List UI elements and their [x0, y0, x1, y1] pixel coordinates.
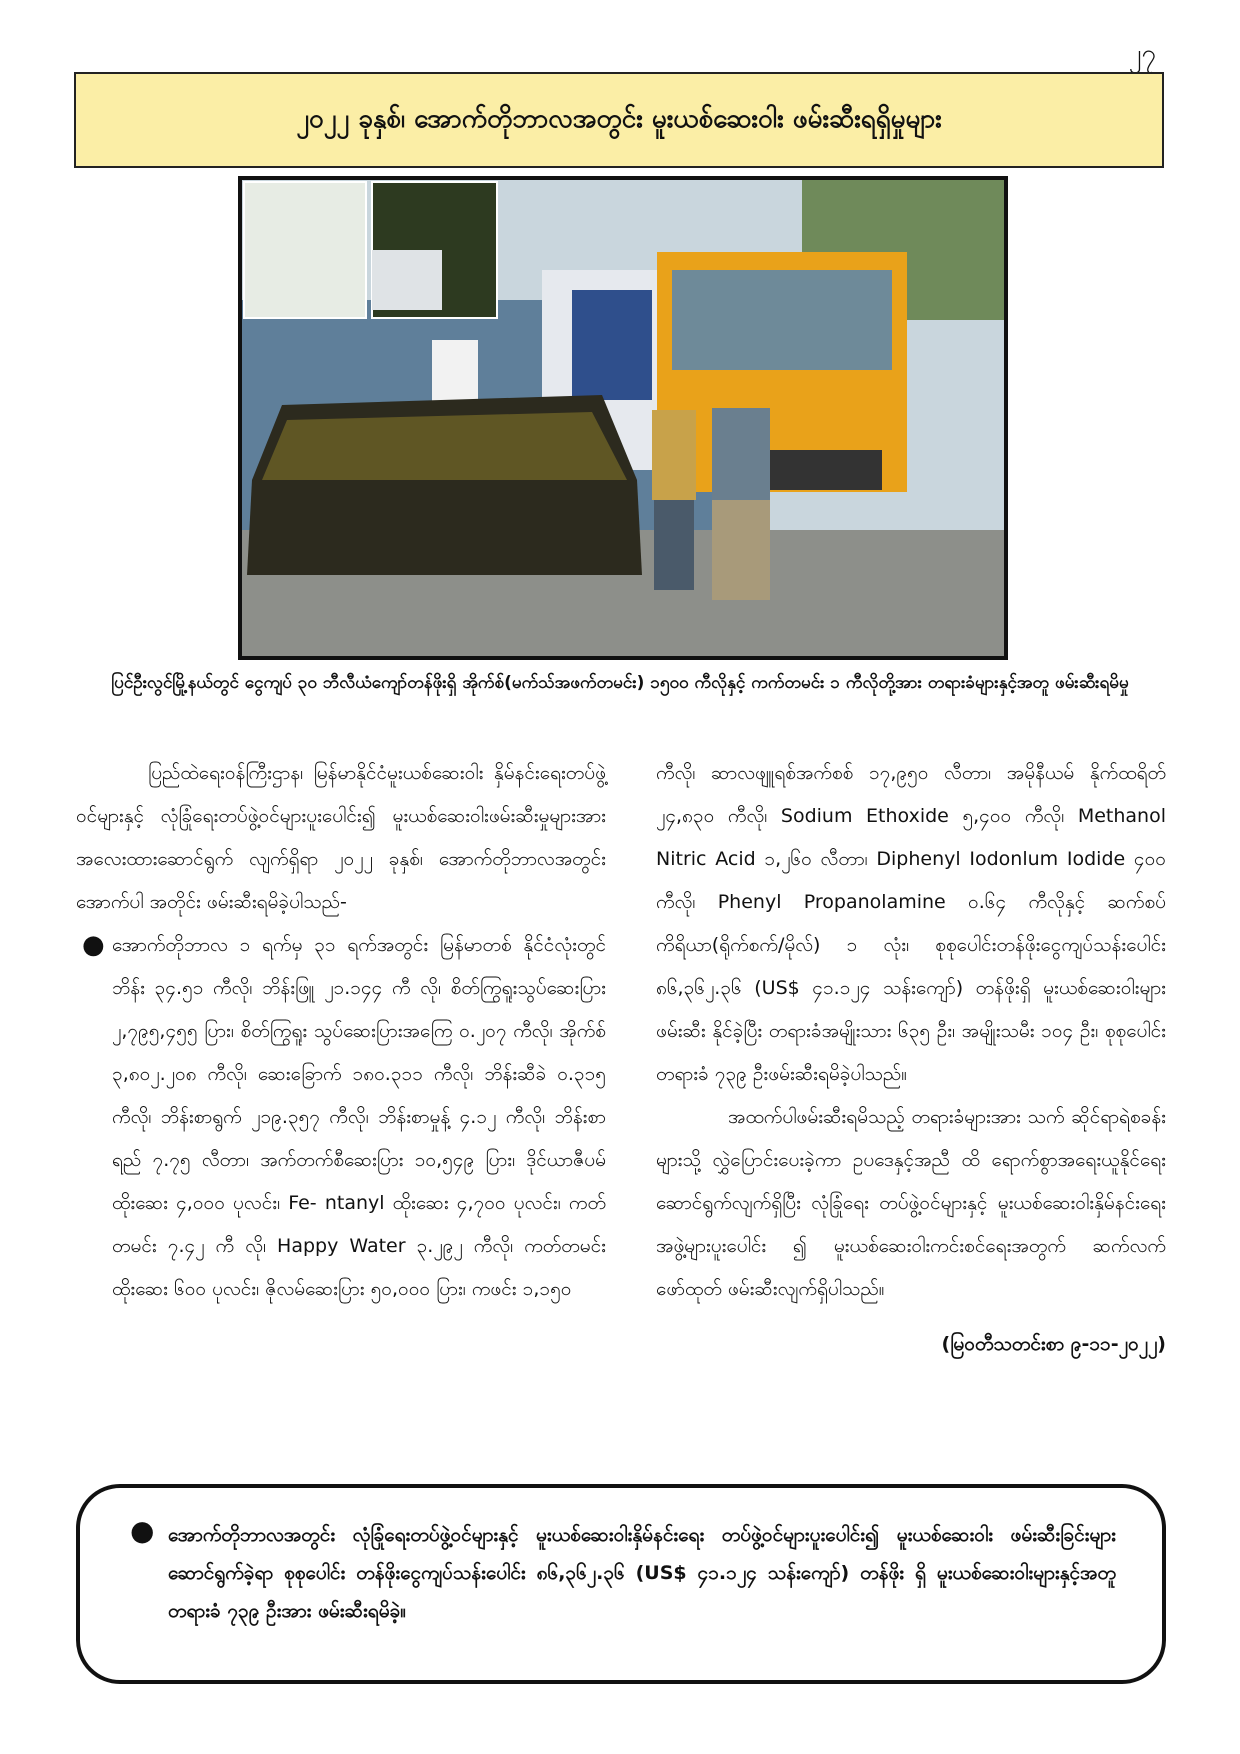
title-banner	[74, 72, 1164, 168]
article-intro: ပြည်ထဲရေးဝန်ကြီးဌာန၊ မြန်မာနိုင်ငံမူးယစ်ဆေးဝါး နှိမ်နင်းရေးတပ်ဖွဲ့ဝင်များနှင့် လုံခြုံရေးတပ်ဖွဲ့ဝင်များပူးပေါင်း၍ မူးယစ်ဆေးဝါးဖမ်းဆီးမှုများအား အလေးထားဆောင်ရွက် လျက်ရှိရာ ၂၀၂၂ ခုနှစ်၊ အောက်တိုဘာလအတွင်း အောက်ပါ အတိုင်း ဖမ်းဆီးရမိခဲ့ပါသည်-	[76, 762, 606, 913]
photo-inset-white-packet	[372, 250, 442, 310]
photo-person-one-shirt	[652, 410, 696, 500]
photo-truck-windshield	[672, 270, 892, 370]
page-title: ၂၀၂၂ ခုနှစ်၊ အောက်တိုဘာလအတွင်း မူးယစ်ဆေးဝါး ဖမ်းဆီးရရှိမှုများ	[296, 103, 942, 134]
photo-person-one-shorts	[654, 500, 694, 590]
photo-inset-package	[244, 182, 366, 318]
seizure-photo	[238, 176, 1008, 660]
summary-box	[76, 1484, 1166, 1684]
seizure-photo-illustration	[242, 180, 1004, 656]
photo-blue-door	[572, 290, 652, 400]
article-left-column	[76, 752, 606, 1311]
photo-person-two-longyi	[712, 500, 770, 600]
article-right-column	[656, 752, 1166, 1366]
seizure-list-item	[76, 924, 606, 1311]
seizure-list-continued: ကီလို၊ ဆာလဖျူရစ်အက်စစ် ၁၇,၉၅၀ လီတာ၊ အမိုနီယမ် နိုက်ထရိတ် ၂၄,၈၃၀ ကီလို၊ Sodium Ethoxide ၅,၄၀၀ ကီလို၊ Methanol Nitric Acid ၁,၂၆၀ လီတာ၊ Diphenyl Iodonlum Iodide ၄၀၀ ကီလို၊ Phenyl Propanolamine ၀.၆၄ ကီလိုနှင့် ဆက်စပ်ကိရိယာ(ရိုက်စက်/မိုလ်) ၁ လုံး၊ စုစုပေါင်းတန်ဖိုးငွေကျပ်သန်းပေါင်း ၈၆,၃၆၂.၃၆ (US$ ၄၁.၁၂၄ သန်းကျော်) တန်ဖိုးရှိ မူးယစ်ဆေးဝါးများ ဖမ်းဆီး နိုင်ခဲ့ပြီး တရားခံအမျိုးသား ၆၃၅ ဦး၊ အမျိုးသမီး ၁၀၄ ဦး၊ စုစုပေါင်းတရားခံ ၇၃၉ ဦးဖမ်းဆီးရမိခဲ့ပါသည်။	[656, 762, 1166, 1085]
photo-truck-grille	[762, 450, 882, 490]
bullet-icon: ●	[82, 930, 105, 960]
photo-person-two-shirt	[712, 408, 770, 500]
article-closing: အထက်ပါဖမ်းဆီးရမိသည့် တရားခံများအား သက် ဆိုင်ရာရဲစခန်းများသို့ လွှဲပြောင်းပေးခဲ့ကာ ဥပဒေနှင့်အညီ ထိ ရောက်စွာအရေးယူနိုင်ရေး ဆောင်ရွက်လျက်ရှိပြီး လုံခြုံရေး တပ်ဖွဲ့ဝင်များနှင့် မူးယစ်ဆေးဝါးနှိမ်နင်းရေးအဖွဲ့များပူးပေါင်း ၍ မူးယစ်ဆေးဝါးကင်းစင်ရေးအတွက် ဆက်လက်ဖော်ထုတ် ဖမ်းဆီးလျက်ရှိပါသည်။	[656, 1106, 1166, 1300]
article-source: (မြဝတီသတင်းစာ ၉-၁၁-၂၀၂၂)	[941, 1333, 1166, 1355]
bullet-icon: ●	[130, 1514, 155, 1547]
summary-text: အောက်တိုဘာလအတွင်း လုံခြုံရေးတပ်ဖွဲ့ဝင်များနှင့် မူးယစ်ဆေးဝါးနှိမ်နင်းရေး တပ်ဖွဲ့ဝင်များပူးပေါင်း၍ မူးယစ်ဆေးဝါး ဖမ်းဆီးခြင်းများဆောင်ရွက်ခဲ့ရာ စုစုပေါင်း တန်ဖိုးငွေကျပ်သန်းပေါင်း ၈၆,၃၆၂.၃၆ (US$ ၄၁.၁၂၄ သန်းကျော်) တန်ဖိုး ရှိ မူးယစ်ဆေးဝါးများနှင့်အတူ တရားခံ ၇၃၉ ဦးအား ဖမ်းဆီးရမိခဲ့။	[168, 1524, 1116, 1622]
page-number: ၂၇	[1128, 39, 1156, 69]
photo-caption: ပြင်ဦးလွင်မြို့နယ်တွင် ငွေကျပ် ၃၀ ဘီလီယံကျော်တန်ဖိုးရှိ အိုက်စ်(မက်သ်အဖက်တမင်း) ၁၅၀၀ ကီလိုနှင့် ကက်တမင်း ၁ ကီလိုတို့အား တရားခံများနှင့်အတူ ဖမ်းဆီးရမိမှု	[111, 673, 1129, 693]
seizure-list-text: အောက်တိုဘာလ ၁ ရက်မှ ၃၁ ရက်အတွင်း မြန်မာတစ် နိုင်ငံလုံးတွင် ဘိန်း ၃၄.၅၁ ကီလို၊ ဘိန်းဖြူ ၂၁.၁၄၄ ကီ လို၊ စိတ်ကြွရူးသွပ်ဆေးပြား ၂,၇၉၅,၄၅၅ ပြား၊ စိတ်ကြွရူး သွပ်ဆေးပြားအကြေ ၀.၂၀၇ ကီလို၊ အိုက်စ် ၃,၈၀၂.၂၀၈ ကီလို၊ ဆေးခြောက် ၁၈၀.၃၁၁ ကီလို၊ ဘိန်းဆီခဲ ၀.၃၁၅ ကီလို၊ ဘိန်းစာရွက် ၂၁၉.၃၅၇ ကီလို၊ ဘိန်းစာမှုန့် ၄.၁၂ ကီလို၊ ဘိန်းစာရည် ၇.၇၅ လီတာ၊ အက်တက်စီဆေးပြား ၁၀,၅၄၉ ပြား၊ ဒိုင်ယာဇီပမ်ထိုးဆေး ၄,၀၀၀ ပုလင်း၊ Fe- ntanyl ထိုးဆေး ၄,၇၀၀ ပုလင်း၊ ကတ်တမင်း ၇.၄၂ ကီ လို၊ Happy Water ၃.၂၉၂ ကီလို၊ ကတ်တမင်းထိုးဆေး ၆၀၀ ပုလင်း၊ ဇိုလမ်ဆေးပြား ၅၀,၀၀၀ ပြား၊ ကဖင်း ၁,၁၅၀	[112, 934, 606, 1300]
photo-bag-highlight	[262, 412, 627, 480]
